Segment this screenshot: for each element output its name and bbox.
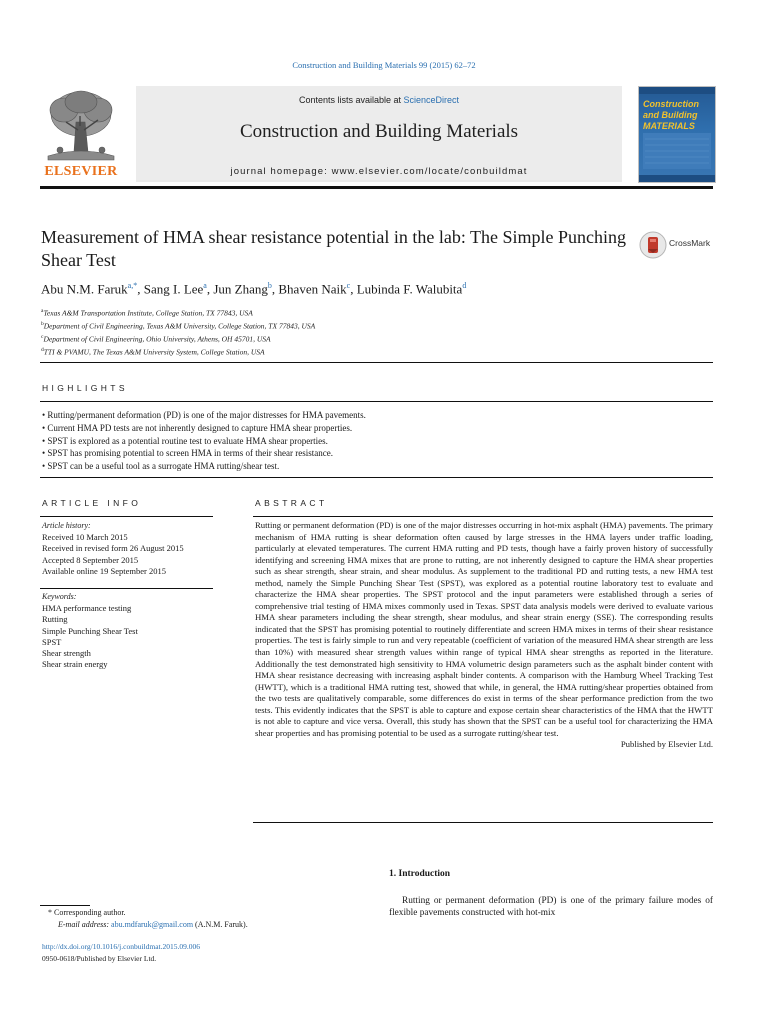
journal-citation[interactable]: Construction and Building Materials 99 (2015) 62–72 <box>292 60 476 70</box>
highlights-mid-rule <box>40 401 713 402</box>
affiliation-marker: d <box>41 347 44 353</box>
email-label: E-mail address: <box>58 920 110 929</box>
affiliation-marker: b <box>41 321 44 327</box>
introduction-text: Rutting or permanent deformation (PD) is one of the primary failure modes of flexible pavements constructed with hot-mix <box>389 896 713 918</box>
crossmark-label[interactable]: CrossMark <box>669 238 711 248</box>
keyword-item: Shear strength <box>42 648 91 659</box>
author-name: Abu N.M. Faruk <box>41 281 128 297</box>
contents-prefix: Contents lists available at <box>298 95 404 105</box>
author-affiliation-marker[interactable]: c <box>346 281 351 290</box>
affiliation-marker: a <box>41 308 44 314</box>
abstract-publisher: Published by Elsevier Ltd. <box>620 739 713 750</box>
sciencedirect-link[interactable]: ScienceDirect <box>403 95 460 105</box>
keyword-item: Shear strain energy <box>42 659 108 670</box>
history-item: Received in revised form 26 August 2015 <box>42 543 184 554</box>
author-name: Bhaven Naik <box>278 281 347 297</box>
footnote-rule <box>40 905 90 906</box>
author-affiliation-marker[interactable]: a,* <box>127 281 138 290</box>
highlights-top-rule <box>40 362 713 363</box>
email-link[interactable]: abu.mdfaruk@gmail.com <box>111 920 194 929</box>
highlight-item: • SPST can be a useful tool as a surrogate HMA rutting/shear test. <box>42 460 366 473</box>
keywords-rule <box>40 588 213 589</box>
keyword-item: SPST <box>42 636 62 647</box>
author-list: Abu N.M. Faruk$^{a,*}$, Sang I. Lee$^a$, Jun Zhang$^b$, Bhaven Naik$^c$, Lubinda F. Walubita$^d$ <box>41 281 467 297</box>
highlights-bottom-rule <box>40 477 713 478</box>
author-affiliation-marker[interactable]: b <box>267 281 272 290</box>
author-name: Jun Zhang <box>213 281 268 297</box>
affiliation-item <box>41 306 315 319</box>
article-title: Measurement of HMA shear resistance potential in the lab: The Simple Punching Shear Test <box>41 227 627 270</box>
history-item: Accepted 8 September 2015 <box>42 554 139 565</box>
abstract-heading: ABSTRACT <box>255 498 328 508</box>
doi-link[interactable]: http://dx.doi.org/10.1016/j.conbuildmat.2015.09.006 <box>42 942 200 951</box>
abstract-text: Rutting or permanent deformation (PD) is one of the major distresses occurring in hot-mix asphalt (HMA) pavements. The primary mechanism of HMA rutting is shear deformation often caused by large stresses in the HMA layers under traffic loading, particularly at elevated temperatures. The current HMA rutting and PD tests, though have a fairly proven history of successfully identifying and screening HMA mixes that are prone to rutting, are not inherently designed to capture the HMA shear properties such as shear strength, shear strain, and shear modulus. As supplement to the traditional PD and rutting tests, a new HMA test method, namely the Simple Punching Shear Test (SPST), was explored as a potential routine laboratory test to evaluate and characterize the HMA shear properties. The SPST protocol and the input parameters were established through a series of comprehensive trial testing of HMA mixes commonly used in Texas. SPST data analysis models were derived to evaluate various HMA shear parameters including the shear strength, shear modulus, and shear strain energy (SSE). The corresponding results indicated that the SPST has promising potential to routinely differentiate and screen HMA mixes in terms of their shear resistance properties. The test is fairly simple to run and very repeatable (coefficient of variation of the measured HMA shear strength are less than 10%) with measured shear strength values within range of typical HMA shear strengths as reported in the literature. Additionally the test demonstrated high sensitivity to HMA volumetric design parameters such as the asphalt binder content with HMA shear resistance decreasing with increasing asphalt binder contents. A comparison with the Hamburg Wheel Tracking Test (HWTT), which is a traditional HMA rutting test, showed that while, in general, the HMA rutting/shear properties obtained from the two tests are qualitatively comparable, some differences do exist in terms of the shear performance prediction from the two tests. This evidently indicates that the SPST is able to capture and expose certain shear characteristics of the HMA that the HWTT is not able to capture and vice versa. Overall, this study has shown that the SPST can be a useful tool for characterizing the HMA shear properties and has promising potential to be used as a surrogate rutting/shear test. <box>255 520 713 738</box>
cover-title: Construction and Building MATERIALS <box>643 99 699 131</box>
affiliation-text: Department of Civil Engineering, Texas A&M University, College Station, TX 77843, USA <box>43 321 316 331</box>
affiliation-list <box>41 306 315 358</box>
elsevier-wordmark: ELSEVIER <box>44 164 118 179</box>
history-label: Article history: <box>42 521 91 530</box>
keywords-list <box>42 603 138 671</box>
author-name: Sang I. Lee <box>143 281 204 297</box>
highlight-item: • SPST is explored as a potential routine test to evaluate HMA shear properties. <box>42 435 366 448</box>
journal-title: Construction and Building Materials <box>239 121 519 142</box>
article-info-rule <box>40 516 213 517</box>
highlights-list <box>42 409 366 473</box>
keyword-item: HMA performance testing <box>42 603 132 613</box>
email-suffix: (A.N.M. Faruk). <box>193 920 248 929</box>
author-affiliation-marker[interactable]: a <box>203 281 207 290</box>
issn-line: 0950-0618/Published by Elsevier Ltd. <box>42 954 157 963</box>
affiliation-marker: c <box>41 334 44 340</box>
highlight-item: • SPST has promising potential to screen HMA in terms of their shear resistance. <box>42 447 366 460</box>
abstract-bottom-rule <box>253 822 713 823</box>
history-list <box>42 532 184 577</box>
highlights-heading: HIGHLIGHTS <box>42 383 128 393</box>
article-info-heading: ARTICLE INFO <box>42 498 142 508</box>
corresponding-author-note: * Corresponding author. <box>48 908 126 917</box>
author-affiliation-marker[interactable]: d <box>462 281 467 290</box>
affiliation-item <box>41 345 315 358</box>
highlight-item: • Rutting/permanent deformation (PD) is one of the major distresses for HMA pavements. <box>42 409 366 422</box>
history-item: Available online 19 September 2015 <box>42 565 167 576</box>
keyword-item: Rutting <box>42 614 68 625</box>
header-rule <box>40 186 713 189</box>
crossmark-icon[interactable] <box>639 231 667 259</box>
history-item: Received 10 March 2015 <box>42 532 128 542</box>
keywords-label: Keywords: <box>42 592 77 601</box>
abstract-body <box>255 520 713 751</box>
journal-homepage[interactable]: journal homepage: www.elsevier.com/locate/conbuildmat <box>230 166 528 177</box>
affiliation-text: TTI & PVAMU, The Texas A&M University System, College Station, USA <box>43 347 265 357</box>
affiliation-item <box>41 319 315 332</box>
affiliation-text: Department of Civil Engineering, Ohio University, Athens, OH 45701, USA <box>43 334 271 344</box>
author-name: Lubinda F. Walubita <box>356 281 463 297</box>
affiliation-item <box>41 332 315 345</box>
email-footnote <box>58 920 248 929</box>
highlight-item: • Current HMA PD tests are not inherently designed to capture HMA shear properties. <box>42 422 366 435</box>
affiliation-text: Texas A&M Transportation Institute, College Station, TX 77843, USA <box>43 308 253 318</box>
contents-line <box>136 95 622 105</box>
introduction-heading: 1. Introduction <box>389 869 451 879</box>
abstract-rule <box>253 516 713 517</box>
keyword-item: Simple Punching Shear Test <box>42 625 138 636</box>
